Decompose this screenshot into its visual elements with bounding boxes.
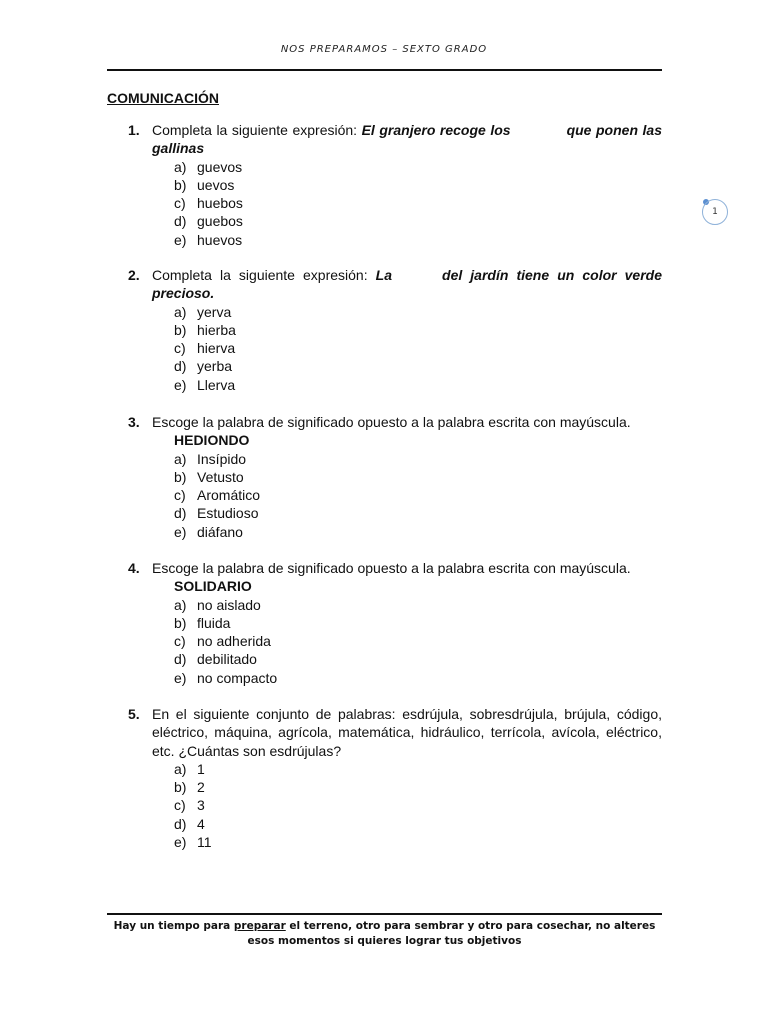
option-letter: b) — [174, 779, 187, 796]
option-text: 2 — [197, 779, 205, 796]
option-letter: e) — [174, 669, 187, 686]
question-number: 4. — [128, 560, 140, 576]
option-text: yerva — [197, 303, 232, 320]
option-letter: a) — [174, 760, 187, 777]
options-list — [174, 450, 662, 541]
option-letter: a) — [174, 450, 187, 467]
option-letter: c) — [174, 195, 186, 212]
question-stem: Escoge la palabra de significado opuesto a la palabra escrita con mayúscula. — [152, 560, 631, 576]
option-item — [174, 669, 662, 687]
question-keyword: SOLIDARIO — [174, 578, 252, 595]
option-item — [174, 796, 662, 814]
option-item — [174, 376, 662, 394]
option-item — [174, 231, 662, 249]
option-letter: e) — [174, 523, 187, 540]
option-letter: d) — [174, 815, 187, 832]
option-letter: b) — [174, 321, 187, 338]
option-text: diáfano — [197, 523, 243, 540]
option-letter: a) — [174, 596, 187, 613]
option-item — [174, 486, 662, 504]
option-text: no compacto — [197, 669, 278, 686]
option-item — [174, 614, 662, 632]
option-item — [174, 504, 662, 522]
option-letter: b) — [174, 614, 187, 631]
option-text: guebos — [197, 213, 243, 230]
option-text: guevos — [197, 158, 243, 175]
option-item — [174, 778, 662, 796]
footer-divider — [107, 913, 662, 915]
question-3 — [128, 413, 662, 541]
stem-bold-text: que ponen las gallinas — [152, 122, 662, 157]
option-letter: c) — [174, 340, 186, 357]
option-item — [174, 158, 662, 176]
stem-text: Completa la siguiente expresión: — [152, 267, 376, 283]
option-item — [174, 176, 662, 194]
option-letter: d) — [174, 358, 187, 375]
option-text: debilitado — [197, 651, 257, 668]
option-item — [174, 450, 662, 468]
option-text: Aromático — [197, 487, 261, 504]
option-text: 4 — [197, 815, 205, 832]
question-number: 2. — [128, 267, 140, 283]
option-text: huevos — [197, 231, 243, 248]
option-letter: e) — [174, 231, 187, 248]
options-list — [174, 596, 662, 687]
question-5 — [128, 705, 662, 851]
option-text: huebos — [197, 195, 243, 212]
option-letter: e) — [174, 834, 187, 851]
option-item — [174, 760, 662, 778]
option-text: Vetusto — [197, 468, 244, 485]
option-item — [174, 833, 662, 851]
option-item — [174, 523, 662, 541]
option-text: uevos — [197, 176, 235, 193]
section-title: COMUNICACIÓN — [107, 90, 219, 106]
question-keyword: HEDIONDO — [174, 432, 250, 449]
footer-text: Hay un tiempo para — [113, 920, 234, 932]
option-text: 11 — [197, 834, 212, 851]
option-item — [174, 194, 662, 212]
option-item — [174, 357, 662, 375]
question-number: 1. — [128, 122, 140, 138]
option-text: Estudioso — [197, 505, 259, 522]
header-divider — [107, 69, 662, 71]
stem-bold-text: El granjero recoge los — [361, 122, 511, 138]
option-text: Insípido — [197, 450, 247, 467]
option-text: fluida — [197, 614, 231, 631]
page-header-title: NOS PREPARAMOS – SEXTO GRADO — [280, 44, 488, 55]
option-letter: c) — [174, 797, 186, 814]
stem-bold-text: del jardín tiene un color verde precioso. — [152, 267, 662, 302]
option-item — [174, 632, 662, 650]
options-list — [174, 303, 662, 394]
option-letter: c) — [174, 487, 186, 504]
stem-bold-text: La — [375, 267, 393, 283]
option-letter: c) — [174, 633, 186, 650]
question-number: 5. — [128, 706, 140, 722]
question-1 — [128, 121, 662, 249]
option-letter: d) — [174, 651, 187, 668]
option-letter: a) — [174, 158, 187, 175]
option-text: hierba — [197, 321, 236, 338]
option-text: 3 — [197, 797, 205, 814]
option-item — [174, 339, 662, 357]
options-list — [174, 760, 662, 851]
option-item — [174, 303, 662, 321]
option-item — [174, 468, 662, 486]
question-stem: Escoge la palabra de significado opuesto a la palabra escrita con mayúscula. — [152, 414, 631, 430]
option-item — [174, 321, 662, 339]
option-text: 1 — [197, 760, 205, 777]
question-4 — [128, 559, 662, 687]
option-item — [174, 650, 662, 668]
option-letter: b) — [174, 176, 187, 193]
question-stem: En el siguiente conjunto de palabras: esdrújula, sobresdrújula, brújula, código, eléctrico, máquina, agrícola, matemática, hidráulico, terrícola, avícola, eléctrico, etc. ¿Cuántas son esdrújulas? — [152, 706, 662, 759]
footer-quote — [107, 919, 662, 949]
option-text: hierva — [197, 340, 236, 357]
option-item — [174, 815, 662, 833]
option-text: no adherida — [197, 633, 271, 650]
option-letter: e) — [174, 376, 187, 393]
option-letter: d) — [174, 213, 187, 230]
question-2 — [128, 266, 662, 394]
option-item — [174, 212, 662, 230]
stem-text: Completa la siguiente expresión: — [152, 122, 362, 138]
options-list — [174, 158, 662, 249]
question-stem — [152, 121, 662, 158]
option-letter: b) — [174, 468, 187, 485]
question-number: 3. — [128, 414, 140, 430]
option-text: Llerva — [197, 376, 236, 393]
footer-text: el terreno, otro para sembrar y otro para cosechar, no alteres esos momentos si quieres lograr tus objetivos — [247, 920, 656, 947]
footer-underlined-word: preparar — [233, 920, 286, 932]
question-stem — [152, 266, 662, 303]
option-text: yerba — [197, 358, 233, 375]
option-item — [174, 596, 662, 614]
option-text: no aislado — [197, 596, 261, 613]
page-number-badge: 1 — [702, 199, 728, 225]
option-letter: a) — [174, 303, 187, 320]
option-letter: d) — [174, 505, 187, 522]
